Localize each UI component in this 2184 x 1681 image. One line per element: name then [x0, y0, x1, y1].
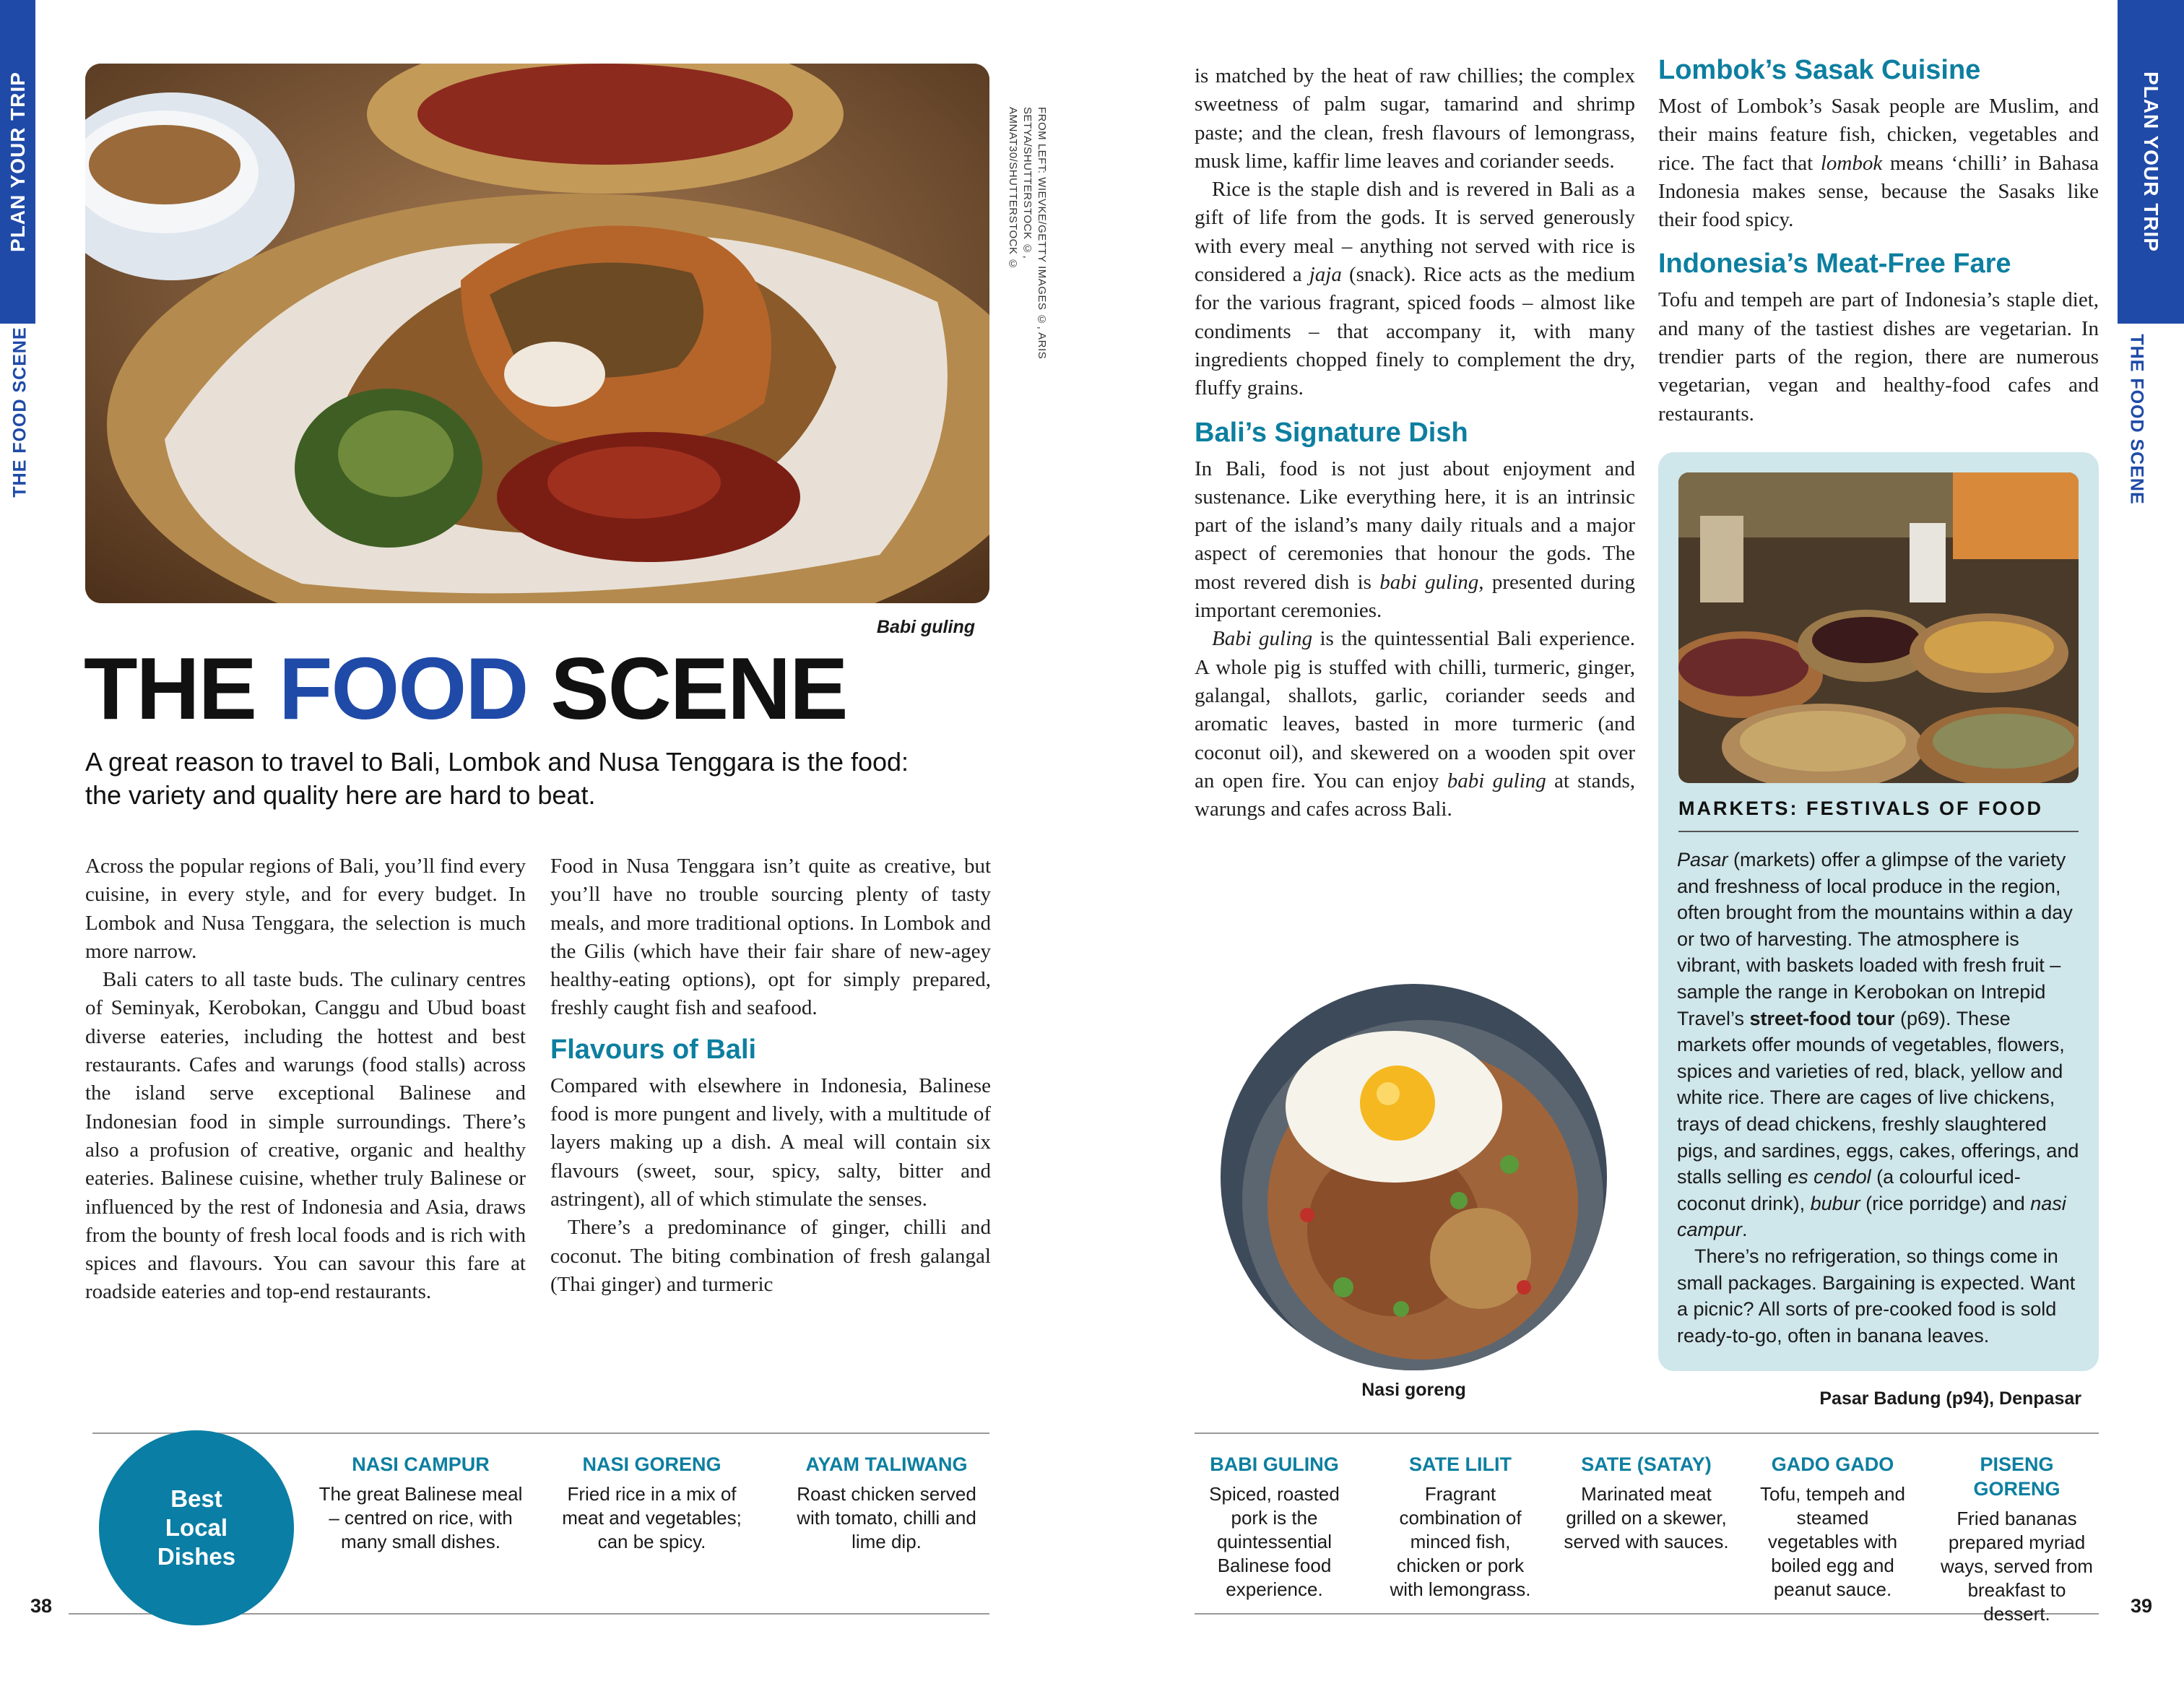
section-heading-meat-free: Indonesia’s Meat-Free Fare	[1658, 249, 2011, 280]
tab-label: PLAN YOUR TRIP	[6, 72, 29, 252]
dishes-top-rule-right	[1195, 1432, 2099, 1434]
body-paragraph: Tofu and tempeh are part of Indonesia’s staple diet, and many of the tastiest dishes are vegetarian. In trendier parts of the region, there are numerous vegetarian, vegan and healthy-food cafes and restaurants.	[1658, 288, 2099, 425]
markets-paragraph: There’s no refrigeration, so things come in small packages. Bargaining is expected. Want a picnic? All sorts of pre-cooked food is sold ready-to-go, often in banana leaves.	[1677, 1245, 2076, 1347]
dish-name: BABI GULING	[1210, 1453, 1339, 1475]
plan-your-trip-tab-right	[2118, 0, 2184, 324]
body-paragraph: Bali caters to all taste buds. The culinary centres of Seminyak, Kerobokan, Canggu and Ubud boast diverse eateries, including the hottest and best restaurants. Cafes and warungs (food stalls) across the island serve exceptional Balinese and Indonesian food in simple surroundings. There’s also a profusion of creative, organic and healthy eateries. Balinese cuisine, whether truly Balinese or influenced by the rest of Indonesia and Asia, draws from the bounty of fresh local foods and is rich with spices and flavours. You can savour this fare at roadside eateries and top-end restaurants.	[85, 968, 526, 1304]
markets-paragraph: Pasar (markets) offer a glimpse of the variety and freshness of local produce in the region, often brought from the mountains within a day or two of harvesting. The atmosphere is vibrant, with baskets loaded with fresh fruit – sample the range in Kerobokan on Intrepid Travel’s street-food tour (p69). These markets offer mounds of vegetables, flowers, spices and varieties of red, black, yellow and white rice. There are cages of live chickens, trays of dead chickens, freshly slaughtered pigs, and sardines, eggs, cakes, offerings, and stalls selling es cendol (a colourful iced-coconut drink), bubur (rice porridge) and nasi campur.	[1677, 849, 2079, 1241]
signature-dish-column	[1195, 62, 1635, 824]
dish-name: SATE (SATAY)	[1581, 1453, 1712, 1475]
section-heading-flavours: Flavours of Bali	[550, 1034, 757, 1065]
dish-sate-lilit	[1381, 1452, 1540, 1602]
flavours-column	[550, 852, 991, 1299]
photo-credit: FROM LEFT: WIEVKE/GETTY IMAGES ©, ARIS SETYA/SHUTTERSTOCK ©, AMNAT30/SHUTTERSTOCK ©	[1007, 107, 1048, 360]
dish-description: Marinated meat grilled on a skewer, served with sauces.	[1564, 1483, 1729, 1552]
body-paragraph: Babi guling is the quintessential Bali experience. A whole pig is stuffed with chilli, turmeric, ginger, galangal, shallots, garlic, coriander seeds and aromatic leaves, basted in more turmeric (and coconut oil), and skewered on a wooden spit over an open fire. You can enjoy babi guling at stands, warungs and cafes across Bali.	[1195, 627, 1635, 821]
page-title: THE FOOD SCENE	[84, 639, 847, 738]
nasi-goreng-photo	[1221, 984, 1607, 1370]
dish-nasi-campur	[318, 1452, 524, 1554]
section-heading-sasak: Lombok’s Sasak Cuisine	[1658, 55, 1981, 85]
dish-description: Tofu, tempeh and steamed vegetables with boiled egg and peanut sauce.	[1760, 1483, 1905, 1600]
babi-guling-illustration	[85, 64, 989, 603]
dish-sate-satay	[1561, 1452, 1731, 1554]
dish-name: NASI CAMPUR	[352, 1453, 490, 1475]
dish-babi-guling	[1200, 1452, 1348, 1602]
dish-name: NASI GORENG	[582, 1453, 722, 1475]
market-photo-caption: Pasar Badung (p94), Denpasar	[1819, 1388, 2081, 1409]
market-photo	[1678, 472, 2079, 783]
side-section-label-right: THE FOOD SCENE	[2126, 334, 2147, 505]
markets-box-text	[1677, 847, 2081, 1349]
dish-description: The great Balinese meal – centred on rice, with many small dishes.	[318, 1483, 523, 1552]
body-paragraph: In Bali, food is not just about enjoyment and sustenance. Like everything here, it is an intrinsic part of the island’s many daily rituals and a major aspect of ceremonies that honour the gods. The most revered dish is babi guling, presented during important ceremonies.	[1195, 457, 1636, 623]
dish-piseng-goreng	[1936, 1452, 2098, 1626]
section-heading-signature-dish: Bali’s Signature Dish	[1195, 417, 1468, 448]
page-number-left: 38	[30, 1595, 53, 1617]
page-subtitle: A great reason to travel to Bali, Lombok and Nusa Tenggara is the food: the variety and quality here are hard to beat.	[85, 747, 909, 810]
market-illustration	[1678, 472, 2079, 783]
plan-your-trip-tab	[0, 0, 35, 324]
babi-guling-photo	[85, 64, 989, 603]
nasi-goreng-illustration	[1221, 984, 1607, 1370]
dish-description: Fried bananas prepared myriad ways, served from breakfast to dessert.	[1941, 1508, 2093, 1625]
markets-box-title: MARKETS: FESTIVALS OF FOOD	[1678, 798, 2043, 819]
nasi-goreng-caption: Nasi goreng	[1361, 1380, 1466, 1400]
sasak-column	[1658, 53, 2099, 428]
photo-caption: Babi guling	[876, 617, 975, 637]
intro-paragraph: Across the popular regions of Bali, you’ll find every cuisine, in every style, and for every budget. In Lombok and Nusa Tenggara, the selection is much more narrow.	[85, 855, 526, 963]
intro-column	[85, 852, 526, 1307]
body-paragraph: is matched by the heat of raw chillies; the complex sweetness of palm sugar, tamarind and shrimp paste; and the clean, fresh flavours of lemongrass, musk lime, kaffir lime leaves and coriander seeds.	[1195, 64, 1635, 173]
dish-description: Fried rice in a mix of meat and vegetables; can be spicy.	[562, 1483, 742, 1552]
body-paragraph: Compared with elsewhere in Indonesia, Balinese food is more pungent and lively, with a multitude of layers making up a dish. A meal will contain six flavours (sweet, sour, spicy, salty, bitter and astringent), all of which stimulate the senses.	[550, 1073, 991, 1211]
dish-name: GADO GADO	[1771, 1453, 1894, 1475]
dish-name: SATE LILIT	[1409, 1453, 1512, 1475]
dishes-top-rule	[92, 1432, 989, 1434]
dish-gado-gado	[1751, 1452, 1914, 1602]
side-section-label: THE FOOD SCENE	[9, 327, 30, 498]
body-paragraph: There’s a predominance of ginger, chilli and coconut. The biting combination of fresh galangal (Thai ginger) and turmeric	[550, 1216, 991, 1296]
dish-description: Fragrant combination of minced fish, chicken or pork with lemongrass.	[1390, 1483, 1531, 1600]
dish-description: Roast chicken served with tomato, chilli and lime dip.	[797, 1483, 976, 1552]
markets-title-rule	[1678, 831, 2079, 832]
dish-nasi-goreng	[556, 1452, 748, 1554]
best-local-dishes-badge: Best Local Dishes	[99, 1430, 294, 1625]
page-number-right: 39	[2131, 1595, 2153, 1617]
dish-ayam-taliwang	[787, 1452, 986, 1554]
body-paragraph: Most of Lombok’s Sasak people are Muslim, and their mains feature fish, chicken, vegetables and rice. The fact that lombok means ‘chilli’ in Bahasa Indonesia makes sense, because the Sasaks like their food spicy.	[1658, 95, 2099, 232]
dish-name: PISENG GORENG	[1973, 1453, 2060, 1500]
dish-description: Spiced, roasted pork is the quintessential Balinese food experience.	[1209, 1483, 1340, 1600]
tab-label: PLAN YOUR TRIP	[2140, 72, 2163, 252]
body-paragraph: Rice is the staple dish and is revered in Bali as a gift of life from the gods. It is served generously with every meal – anything not served with rice is considered a jaja (snack). Rice acts as the medium for the various fragrant, spiced foods – almost like condiments – that accompany it, with many ingredients chopped finely to complement the dry, fluffy grains.	[1195, 178, 1635, 400]
dish-name: AYAM TALIWANG	[805, 1453, 968, 1475]
body-paragraph: Food in Nusa Tenggara isn’t quite as creative, but you’ll have no trouble sourcing plenty of tasty meals, and more traditional options. In Lombok and the Gilis (which have their fair share of new-agey healthy-eating options), opt for simply prepared, freshly caught fish and seafood.	[550, 855, 991, 1020]
